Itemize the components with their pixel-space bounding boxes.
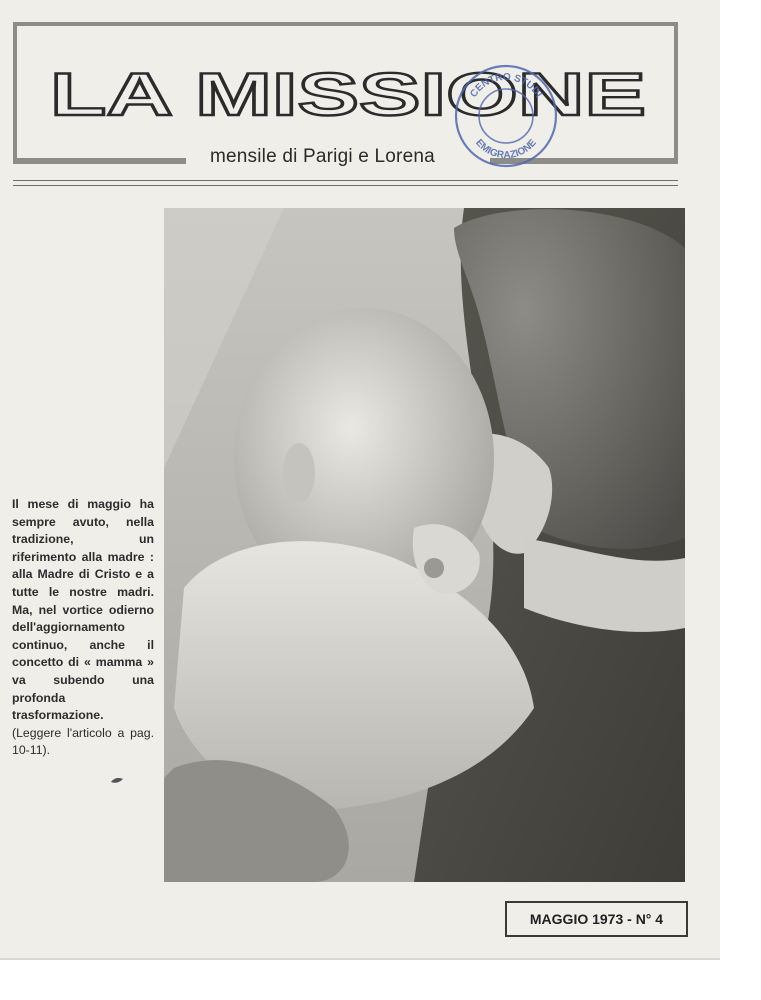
issue-label: MAGGIO 1973 - N° 4	[529, 911, 664, 927]
library-stamp	[452, 62, 560, 170]
issue-number-box	[505, 901, 688, 937]
svg-text:CENTRO STUDI	[468, 72, 544, 100]
cover-caption-text: Il mese di maggio ha sempre avuto, nella tradizione, un riferimento alla madre : alla Madre di Cristo e a tutte le nostre madri. Ma, nel vortice odierno dell'aggiornamento continuo, anche il concetto di « mamma » va subendo una profonda trasformazione.	[12, 497, 154, 723]
svg-text:EMIGRAZIONE	[473, 137, 539, 161]
masthead-frame-bottom-left	[13, 158, 186, 164]
cover-caption	[12, 496, 154, 760]
masthead-subtitle: mensile di Parigi e Lorena	[210, 146, 435, 167]
masthead-title-text: LA MISSIONE	[50, 61, 646, 125]
page-edge	[0, 958, 720, 960]
stamp-text-top: CENTRO STUDI	[468, 71, 544, 100]
masthead-rule-top	[13, 180, 678, 181]
ink-fleck	[110, 776, 124, 785]
mother-and-baby-photo	[164, 208, 685, 882]
masthead-rule-bottom	[13, 185, 678, 186]
cover-caption-note: (Leggere l'articolo a pag. 10-11).	[12, 725, 154, 758]
stamp-text-bottom: EMIGRAZIONE	[473, 137, 539, 162]
